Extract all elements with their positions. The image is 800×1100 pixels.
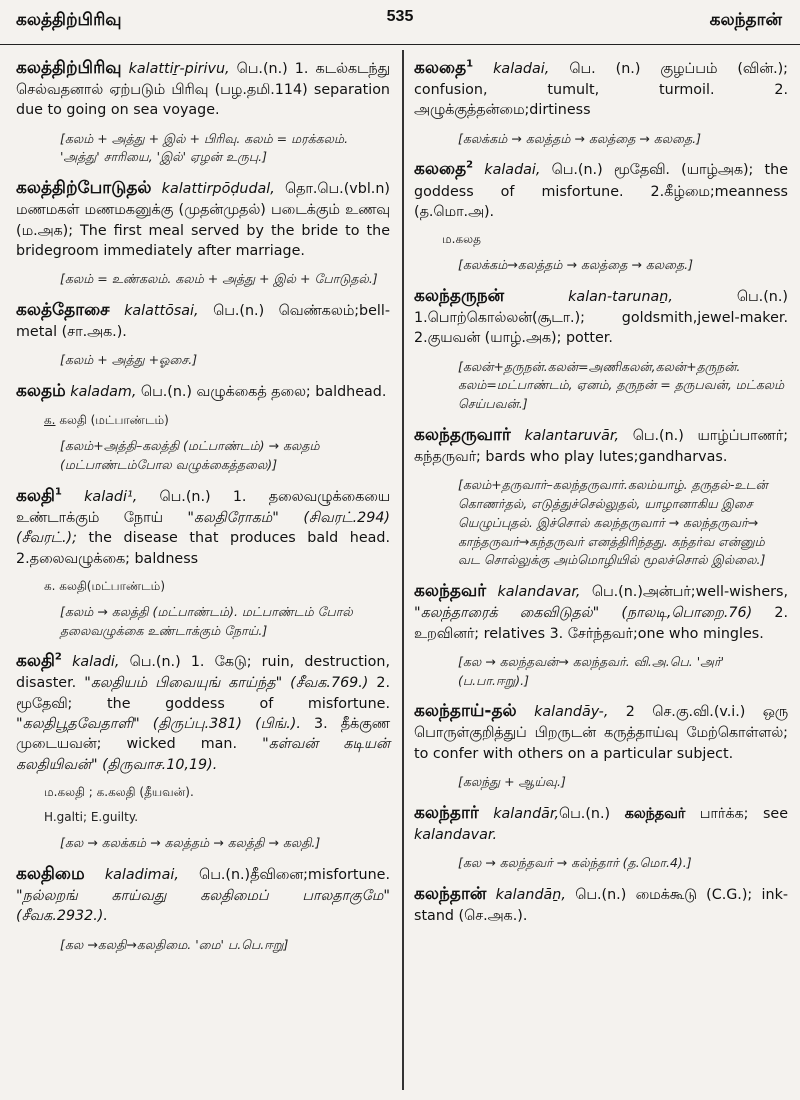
definition: பெ.(n.) xyxy=(559,805,625,822)
transliteration: kalattiṟ-pirivu, xyxy=(128,61,230,77)
header-right-guideword: கலந்தான் xyxy=(709,10,782,30)
left-column xyxy=(16,56,390,963)
dictionary-entry xyxy=(16,649,390,775)
quotation: "கலதியம் பிவையுங் காய்ந்த" (சீவக.769.) xyxy=(84,675,369,692)
headword-text: கலதை xyxy=(414,58,467,78)
definition: பெ.(n.) 1. கேடு; ruin, destruction, disaster. xyxy=(16,654,391,692)
transliteration: kalandavar, xyxy=(497,584,581,601)
cognates: க. கலதி(மட்பாண்டம்) xyxy=(44,578,166,593)
dictionary-entry xyxy=(414,801,788,845)
dictionary-entry xyxy=(414,699,788,764)
dictionary-entry xyxy=(414,423,788,467)
cognates: ம.கலதி ; க.கலதி (தீயவன்). xyxy=(44,784,194,799)
etymology: [கலந்து + ஆய்வு.] xyxy=(458,774,566,790)
page-number: 535 xyxy=(386,8,414,25)
etymology: [கலம்+அத்தி–கலத்தி (மட்பாண்டம்) → கலதம் (மட்பாண்டம்போல வழுக்கைத்தலை)] xyxy=(60,438,320,473)
definition: பெ.(n.)தீவினை;misfortune. xyxy=(178,866,390,883)
transliteration: kalattōsai, xyxy=(124,302,199,319)
transliteration: kalan-tarunaṉ, xyxy=(568,288,673,305)
headword-text: கலதி xyxy=(16,485,55,506)
transliteration: kaladai, xyxy=(493,61,550,77)
definition: பெ.(n.)அன்பர்;well-wishers, xyxy=(580,584,789,601)
etymology: [கலம் = உண்கலம். கலம் + அத்து + இல் + போடுதல்.] xyxy=(60,271,378,287)
definition: பெ.(n.) 1.பொற்கொல்லன்(சூடா.); goldsmith,jewel-maker. 2.குயவன் (யாழ்.அக); potter. xyxy=(414,288,788,347)
transliteration: kaladi, xyxy=(72,654,120,671)
dictionary-entry xyxy=(16,484,390,569)
headword: கலத்திற்போடுதல் xyxy=(16,178,152,199)
dictionary-entry xyxy=(414,579,788,644)
dictionary-entry xyxy=(414,882,788,926)
definition: 2 செ.கு.வி.(v.i.) ஒரு பொருள்குறித்துப் பிறருடன் கருத்தாய்வு மேற்கொள்ளல்; to confer with others on a particular subject. xyxy=(414,704,789,762)
page-header xyxy=(0,0,800,45)
cognates-foreign: H.galti; E.guilty. xyxy=(44,810,139,824)
transliteration: kalandāy-, xyxy=(534,704,609,721)
headword: கலந்தருவார் xyxy=(414,424,511,445)
etymology: [கலம்+தருவார்–கலந்தருவார்.கலம்யாழ். தருதல்-உடன் கொணர்தல், எடுத்துச்செல்லுதல், யாழானாகிய இசை யெழுப்புதல். இச்சொல் கலந்தருவார் → கலந்தருவர்→ காந்தருவர்→கந்தருவர் எனத்திரிந்தது. கந்தர்வ என்னும் வட சொல்லுக்கு அம்மொழியில் மூலச்சொல் இல்லை.] xyxy=(458,477,768,568)
cognates: ம.கலத xyxy=(442,232,481,247)
dictionary-entry xyxy=(16,862,390,927)
headword: கலந்தான் xyxy=(414,883,487,904)
headword: கலத்திற்பிரிவு xyxy=(16,58,122,78)
headword: கலதம் xyxy=(16,381,66,402)
headword: கலந்தவர் xyxy=(414,581,487,602)
definition: 2. உறவினர்; relatives 3. சேர்ந்தவர்;one who mingles. xyxy=(414,605,788,642)
homograph-number: 2 xyxy=(466,159,474,171)
definition: the disease that produces bald head. 2.தலைவழுக்கை; baldness xyxy=(16,530,390,567)
definition: பெ.(n.) மூதேவி. (யாழ்அக); the goddess of misfortune. 2.கீழ்மை;meanness (த.மொ.அ). xyxy=(414,162,788,220)
right-column xyxy=(414,56,788,935)
cognate-language: க. xyxy=(44,413,56,428)
transliteration: kaladam, xyxy=(70,384,137,401)
quotation: "நல்லறங் காய்வது கலதிமைப் பாலதாகுமே" (சீவக.2932.). xyxy=(16,887,390,925)
headword xyxy=(16,486,62,506)
cognates xyxy=(44,412,390,429)
definition: பெ.(n.) 1. தலைவழுக்கையை உண்டாக்கும் நோய் xyxy=(16,488,391,526)
definition: பெ.(n.) மைக்கூடு (C.G.); ink-stand (செ.அக.). xyxy=(414,886,789,925)
headword-text: கலதி xyxy=(16,651,55,672)
definition: பெ.(n.) 1. கடல்கடந்து செல்வதனால் ஏற்படும் பிரிவு (பழ.தமி.114) separation due to going on sea voyage. xyxy=(16,61,390,119)
transliteration: kaladi¹, xyxy=(84,488,138,505)
headword: கலத்தோசை xyxy=(16,299,110,320)
headword xyxy=(414,159,473,179)
definition: பெ. (n.) குழப்பம் (வின்.); confusion, tumult, turmoil. 2. அழுக்குத்தன்மை;dirtiness xyxy=(414,61,789,119)
dictionary-entry xyxy=(414,157,788,222)
transliteration: kalandār, xyxy=(493,805,560,822)
etymology: [கல → கலந்தவர் → கல்ந்தார் (த.மொ.4).] xyxy=(458,855,692,871)
transliteration: kalattirpōḍudal, xyxy=(161,181,275,198)
etymology: [கலக்கம்→கலத்தம் → கலத்தை → கலதை.] xyxy=(458,257,694,273)
headword: கலந்தார் xyxy=(414,802,479,823)
quotation: "கலந்தாரைக் கைவிடுதல்" (நாலடி,பொறை.76) xyxy=(414,605,753,622)
homograph-number: 2 xyxy=(54,651,62,663)
dictionary-entry xyxy=(16,298,390,342)
etymology: [கல →கலதி→கலதிமை. 'மை' ப.பெ.ஈறு] xyxy=(60,936,289,952)
column-divider xyxy=(402,50,404,1090)
quotation: "கலதிபூதவேதாளி" (திருப்பு.381) (பிங்.). xyxy=(16,716,301,733)
definition: பெ.(n.) வழுக்கைத் தலை; baldhead. xyxy=(136,384,387,401)
etymology: [கலம் + அத்து + இல் + பிரிவு. கலம் = மரக்கலம். 'அத்து' சாரியை, 'இல்' ஏழன் உருபு.] xyxy=(60,130,349,165)
definition: 3. தீக்குண முடையவன்; wicked man. xyxy=(16,716,390,753)
transliteration: kaladai, xyxy=(484,162,541,179)
headword: கலந்தருநன் xyxy=(414,285,505,306)
definition: பார்க்க; see xyxy=(685,805,788,822)
header-left-guideword: கலத்திற்பிரிவு xyxy=(16,10,122,30)
dictionary-entry xyxy=(414,56,788,121)
etymology: [கல → கலக்கம் → கலத்தம் → கலத்தி → கலதி.] xyxy=(60,835,321,851)
dictionary-entry xyxy=(16,379,390,403)
etymology: [கலன்+தருநன்.கலன்=அணிகலன்,கலன்+தருநன். கலம்=மட்பாண்டம், ஏனம், தருநன் = தருபவன், மட்கலம் செய்பவன்.] xyxy=(458,358,785,412)
homograph-number: 1 xyxy=(54,486,62,498)
dictionary-entry xyxy=(414,284,788,349)
dictionary-entry xyxy=(16,56,390,121)
transliteration: kaladimai, xyxy=(104,866,179,883)
headword xyxy=(16,651,62,671)
definition: பெ.(n.) வெண்கலம்;bell-metal (சா.அக.). xyxy=(16,302,390,341)
headword-text: கலதை xyxy=(414,159,467,180)
cross-reference: கலந்தவர் xyxy=(624,805,686,822)
headword: கலதிமை xyxy=(16,863,85,884)
etymology: [கல → கலந்தவன்→ கலந்தவர். வி.அ.பெ. 'அர்' (ப.பா.ஈறு).] xyxy=(458,653,725,688)
see-reference: kalandavar. xyxy=(414,826,498,843)
headword: கலந்தாய்-தல் xyxy=(414,701,517,722)
etymology: [கலக்கம் → கலத்தம் → கலத்தை → கலதை.] xyxy=(458,130,701,146)
quotation: "கள்வன் கடியன் கலதியிவன்" (திருவாச.10,19). xyxy=(16,736,391,773)
etymology: [கலம் + அத்து +ஓசை.] xyxy=(60,352,198,368)
definition: தொ.பெ.(vbl.n) மணமகள் மணமகனுக்கு (முதன்முதல்) படைக்கும் உணவு (ம.அக); The first meal served by the bride to the bridegroom immediately after marriage. xyxy=(16,181,390,259)
headword xyxy=(414,58,473,78)
definition: 2. மூதேவி; the goddess of misfortune. xyxy=(16,675,390,712)
etymology: [கலம் → கலத்தி (மட்பாண்டம்). மட்பாண்டம் போல் தலைவழுக்கை உண்டாக்கும் நோய்.] xyxy=(60,603,353,638)
transliteration: kalantaruvār, xyxy=(524,427,619,444)
dictionary-entry xyxy=(16,176,390,261)
quotation: "கலதிரோகம்" (சிவரட்.294) (சீவரட்.); xyxy=(16,509,390,547)
cognate-text: கலதி (மட்பாண்டம்) xyxy=(55,413,169,428)
homograph-number: 1 xyxy=(466,58,474,70)
transliteration: kalandāṉ, xyxy=(495,886,566,903)
definition: பெ.(n.) யாழ்ப்பாணர்; கந்தருவர்; bards who play lutes;gandharvas. xyxy=(414,427,789,466)
